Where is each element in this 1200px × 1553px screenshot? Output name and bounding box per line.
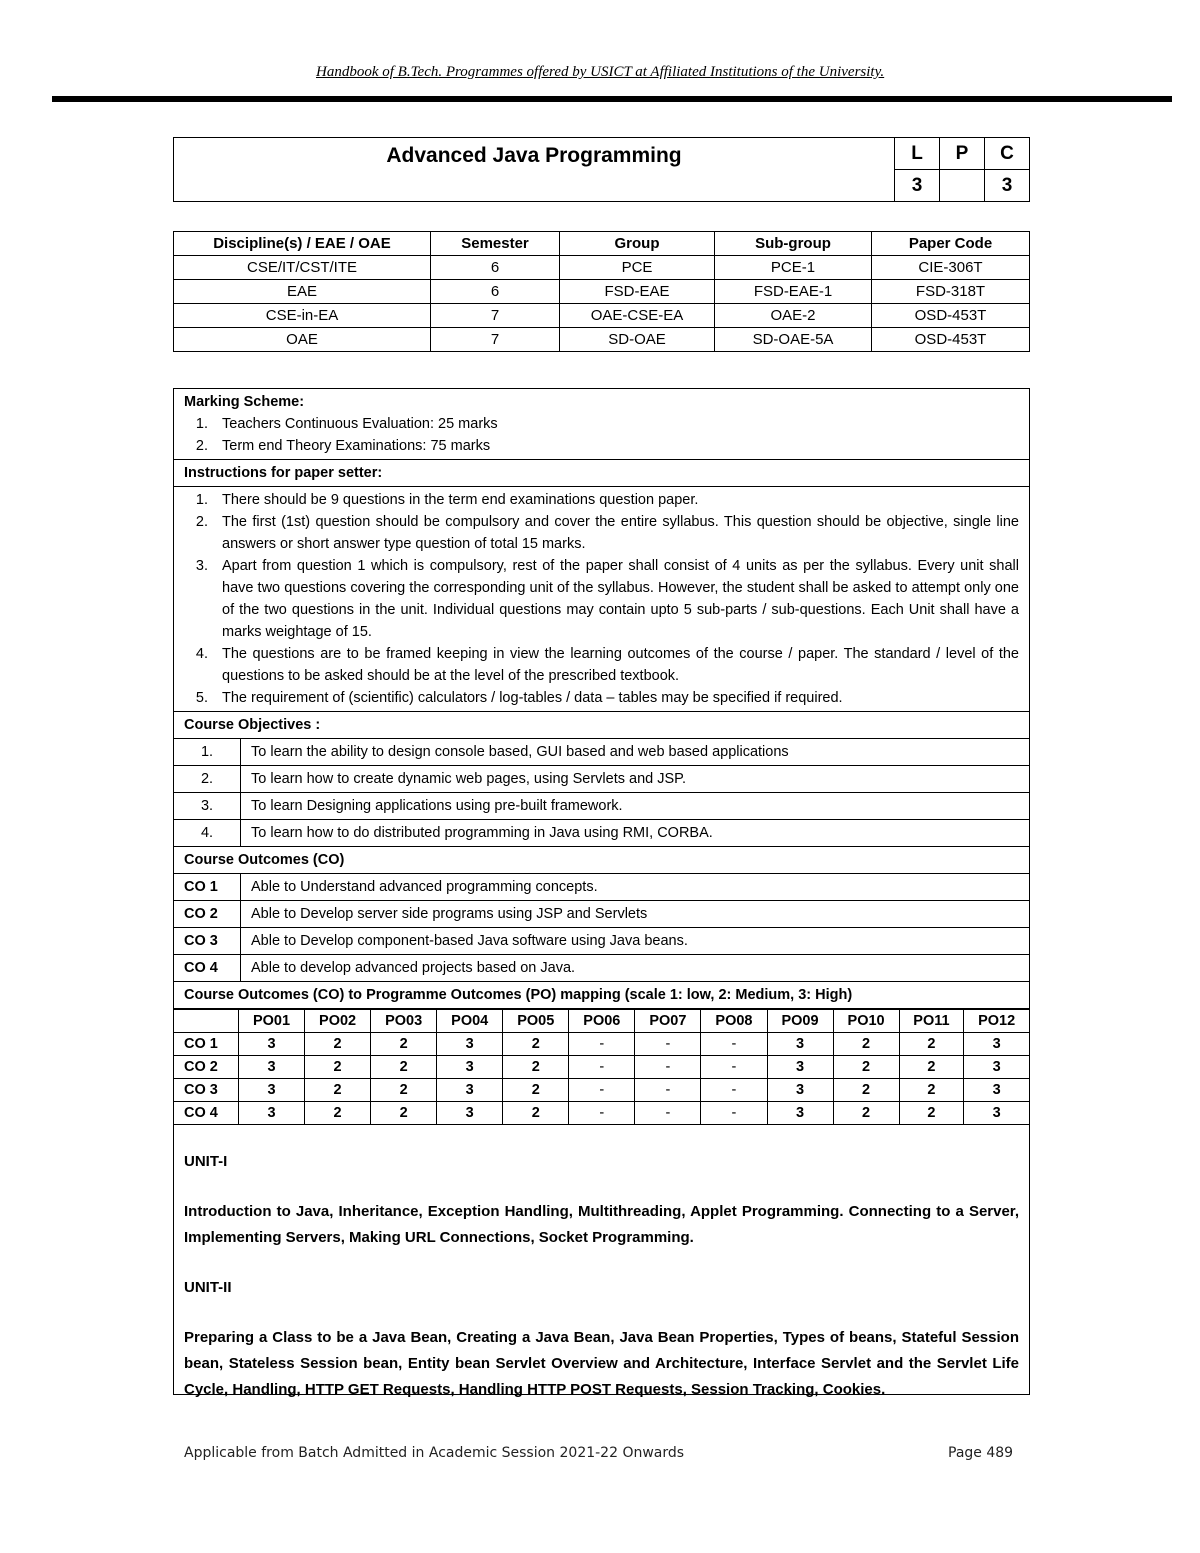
syllabus-table (174, 389, 1029, 1009)
mapping-cell: 3 (964, 1079, 1029, 1102)
mapping-cell: 3 (239, 1102, 305, 1125)
mapping-cell: 2 (833, 1079, 899, 1102)
mapping-cell: 2 (371, 1033, 437, 1056)
course-title-table (173, 137, 1030, 202)
outcome-text: Able to Understand advanced programming concepts. (241, 874, 1030, 901)
outcome-code: CO 4 (174, 955, 241, 982)
table-cell: 6 (431, 280, 560, 304)
table-cell: 7 (431, 328, 560, 352)
mapping-cell: - (569, 1056, 635, 1079)
mapping-cell: - (635, 1102, 701, 1125)
co-po-mapping-table (174, 1009, 1029, 1125)
mapping-cell: 2 (371, 1056, 437, 1079)
table-row (174, 1033, 1029, 1056)
table-cell: OSD-453T (872, 304, 1030, 328)
table-cell: FSD-EAE (560, 280, 715, 304)
mapping-cell: 2 (503, 1056, 569, 1079)
list-item: 5. The requirement of (scientific) calculators / log-tables / data – tables may be specified if required. (212, 687, 1019, 709)
objective-number: 1. (174, 739, 241, 766)
mapping-cell: 2 (305, 1033, 371, 1056)
table-row (174, 901, 1029, 928)
objective-number: 4. (174, 820, 241, 847)
po-header: PO06 (569, 1010, 635, 1033)
mapping-cell: 3 (239, 1033, 305, 1056)
table-row (174, 955, 1029, 982)
marking-scheme (174, 389, 1029, 460)
mapping-header-row (174, 1010, 1029, 1033)
mapping-cell: - (701, 1079, 767, 1102)
po-header: PO03 (371, 1010, 437, 1033)
outcome-code: CO 1 (174, 874, 241, 901)
mapping-heading: Course Outcomes (CO) to Programme Outcomes (PO) mapping (scale 1: low, 2: Medium, 3: High) (174, 982, 1029, 1009)
outcomes-heading: Course Outcomes (CO) (174, 847, 1029, 874)
table-row (174, 820, 1029, 847)
list-item: 1. Teachers Continuous Evaluation: 25 marks (212, 413, 1019, 435)
po-header: PO12 (964, 1010, 1029, 1033)
table-row (174, 1056, 1029, 1079)
table-cell: OAE-2 (715, 304, 872, 328)
list-item: 4. The questions are to be framed keeping in view the learning outcomes of the course / paper. The standard / level of the questions to be asked should be at the level of the prescribed textbook. (212, 643, 1019, 687)
mapping-cell: 2 (305, 1079, 371, 1102)
po-header: PO02 (305, 1010, 371, 1033)
table-row (174, 328, 1030, 352)
mapping-cell: 2 (305, 1056, 371, 1079)
table-cell: OSD-453T (872, 328, 1030, 352)
header-rule (52, 96, 1172, 102)
mapping-cell: 3 (964, 1102, 1029, 1125)
table-cell: CSE/IT/CST/ITE (174, 256, 431, 280)
table-row (174, 739, 1029, 766)
mapping-cell: - (635, 1056, 701, 1079)
mapping-cell: 2 (503, 1033, 569, 1056)
mapping-cell: 2 (833, 1033, 899, 1056)
table-row (174, 256, 1030, 280)
po-header: PO01 (239, 1010, 305, 1033)
table-row (174, 874, 1029, 901)
footer-applicability: Applicable from Batch Admitted in Academic Session 2021-22 Onwards (184, 1445, 685, 1461)
c-heading: C (985, 138, 1030, 170)
discipline-table (173, 231, 1030, 352)
mapping-cell: - (569, 1079, 635, 1102)
objective-text: To learn the ability to design console based, GUI based and web based applications (241, 739, 1030, 766)
c-value: 3 (985, 170, 1030, 202)
mapping-cell: - (635, 1033, 701, 1056)
p-value (940, 170, 985, 202)
mapping-cell: - (635, 1079, 701, 1102)
syllabus-box (173, 388, 1030, 1398)
objective-text: To learn Designing applications using pre-built framework. (241, 793, 1030, 820)
objective-text: To learn how to do distributed programming in Java using RMI, CORBA. (241, 820, 1030, 847)
outcome-text: Able to Develop server side programs using JSP and Servlets (241, 901, 1030, 928)
unit-text: Preparing a Class to be a Java Bean, Creating a Java Bean, Java Bean Properties, Types of beans, Stateful Session bean, Stateless Session bean, Entity bean Servlet Overview and Architecture, Interface Servlet and the Servlet Life Cycle, Handling, HTTP GET Requests, Handling HTTP POST Requests, Session Tracking, Cookies. (184, 1329, 1019, 1398)
course-title: Advanced Java Programming (174, 138, 895, 202)
mapping-cell: 3 (437, 1102, 503, 1125)
mapping-cell: 3 (437, 1079, 503, 1102)
outcome-code: CO 2 (174, 901, 241, 928)
mapping-cell: 3 (767, 1033, 833, 1056)
po-header: PO08 (701, 1010, 767, 1033)
table-row (174, 1102, 1029, 1125)
po-header: PO05 (503, 1010, 569, 1033)
po-header: PO04 (437, 1010, 503, 1033)
objective-number: 3. (174, 793, 241, 820)
table-cell: OAE-CSE-EA (560, 304, 715, 328)
footer-page-number: Page 489 (948, 1445, 1014, 1461)
table-row (174, 766, 1029, 793)
table-row (174, 793, 1029, 820)
mapping-cell: - (701, 1056, 767, 1079)
page-header: Handbook of B.Tech. Programmes offered by USICT at Affiliated Institutions of the University. (316, 64, 885, 80)
mapping-cell: 2 (899, 1102, 964, 1125)
p-heading: P (940, 138, 985, 170)
mapping-cell: - (569, 1033, 635, 1056)
table-cell: 7 (431, 304, 560, 328)
mapping-cell: 3 (964, 1033, 1029, 1056)
po-header (174, 1010, 239, 1033)
table-cell: CIE-306T (872, 256, 1030, 280)
l-heading: L (895, 138, 940, 170)
objectives-heading: Course Objectives : (174, 712, 1029, 739)
mapping-cell: 2 (305, 1102, 371, 1125)
mapping-cell: 3 (964, 1056, 1029, 1079)
list-item: 1. There should be 9 questions in the term end examinations question paper. (212, 489, 1019, 511)
mapping-cell: 2 (371, 1102, 437, 1125)
l-value: 3 (895, 170, 940, 202)
table-row (174, 280, 1030, 304)
mapping-cell: 3 (239, 1056, 305, 1079)
table-cell: 6 (431, 256, 560, 280)
list-item: 3. Apart from question 1 which is compulsory, rest of the paper shall consist of 4 units as per the syllabus. Every unit shall have two questions covering the corresponding unit of the syllabus. However, the student shall be asked to attempt only one of the two questions in the unit. Individual questions may contain upto 5 sub-parts / sub-questions. Each Unit shall have a marks weightage of 15. (212, 555, 1019, 643)
table-cell: FSD-EAE-1 (715, 280, 872, 304)
table-cell: PCE-1 (715, 256, 872, 280)
instructions-heading: Instructions for paper setter: (174, 460, 1029, 487)
mapping-cell: 2 (833, 1056, 899, 1079)
mapping-cell: 3 (767, 1056, 833, 1079)
outcome-text: Able to Develop component-based Java software using Java beans. (241, 928, 1030, 955)
po-header: PO10 (833, 1010, 899, 1033)
table-cell: EAE (174, 280, 431, 304)
table-row (174, 1079, 1029, 1102)
mapping-cell: - (569, 1102, 635, 1125)
outcome-text: Able to develop advanced projects based on Java. (241, 955, 1030, 982)
table-cell: OAE (174, 328, 431, 352)
mapping-cell: 3 (767, 1102, 833, 1125)
unit-title: UNIT-II (184, 1279, 232, 1296)
co-label: CO 4 (174, 1102, 239, 1125)
mapping-cell: - (701, 1102, 767, 1125)
mapping-cell: 3 (767, 1079, 833, 1102)
table-cell: SD-OAE-5A (715, 328, 872, 352)
col-header: Sub-group (715, 232, 872, 256)
mapping-cell: 2 (899, 1056, 964, 1079)
po-header: PO11 (899, 1010, 964, 1033)
col-header: Paper Code (872, 232, 1030, 256)
units-section (174, 1125, 1029, 1403)
po-header: PO09 (767, 1010, 833, 1033)
marking-heading: Marking Scheme: (184, 394, 305, 410)
mapping-cell: 2 (833, 1102, 899, 1125)
col-header: Discipline(s) / EAE / OAE (174, 232, 431, 256)
unit-title: UNIT-I (184, 1153, 228, 1170)
table-cell: SD-OAE (560, 328, 715, 352)
mapping-cell: 3 (239, 1079, 305, 1102)
instructions-list (184, 489, 1019, 709)
col-header: Semester (431, 232, 560, 256)
co-label: CO 2 (174, 1056, 239, 1079)
unit-text: Introduction to Java, Inheritance, Exception Handling, Multithreading, Applet Programming. Connecting to a Server, Implementing Servers, Making URL Connections, Socket Programming. (184, 1203, 1019, 1246)
mapping-cell: 2 (371, 1079, 437, 1102)
mapping-cell: 2 (503, 1102, 569, 1125)
co-label: CO 3 (174, 1079, 239, 1102)
instructions (174, 487, 1029, 712)
mapping-cell: - (701, 1033, 767, 1056)
table-cell: FSD-318T (872, 280, 1030, 304)
outcome-code: CO 3 (174, 928, 241, 955)
mapping-cell: 2 (899, 1033, 964, 1056)
marking-list (184, 413, 1019, 457)
table-cell: PCE (560, 256, 715, 280)
table-row (174, 304, 1030, 328)
table-row (174, 928, 1029, 955)
mapping-cell: 2 (503, 1079, 569, 1102)
po-header: PO07 (635, 1010, 701, 1033)
col-header: Group (560, 232, 715, 256)
objective-text: To learn how to create dynamic web pages, using Servlets and JSP. (241, 766, 1030, 793)
list-item: 2. The first (1st) question should be compulsory and cover the entire syllabus. This question should be objective, single line answers or short answer type question of total 15 marks. (212, 511, 1019, 555)
mapping-cell: 3 (437, 1056, 503, 1079)
mapping-cell: 2 (899, 1079, 964, 1102)
table-cell: CSE-in-EA (174, 304, 431, 328)
mapping-cell: 3 (437, 1033, 503, 1056)
objective-number: 2. (174, 766, 241, 793)
co-label: CO 1 (174, 1033, 239, 1056)
list-item: 2. Term end Theory Examinations: 75 marks (212, 435, 1019, 457)
